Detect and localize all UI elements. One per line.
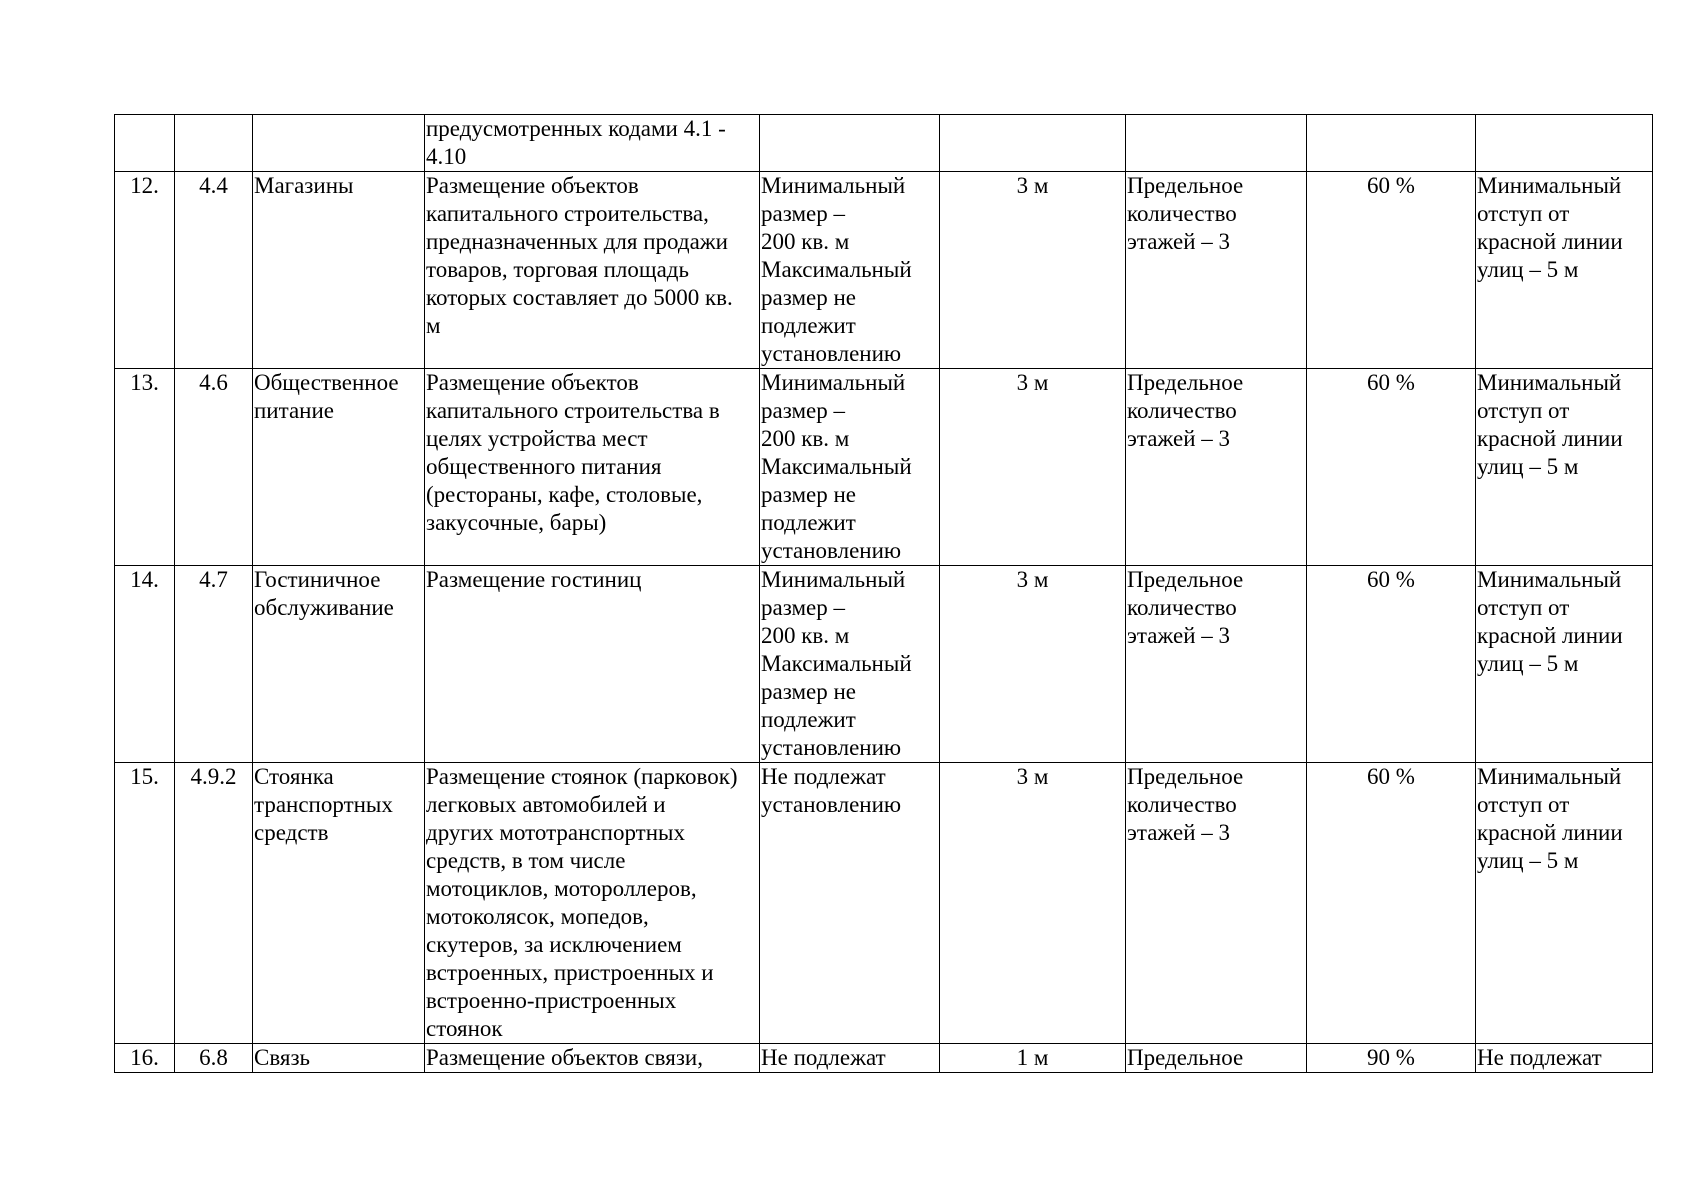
floors-limit-cell: Предельное <box>1126 1044 1307 1073</box>
use-name-cell: Гостиничное обслуживание <box>253 566 425 763</box>
use-code-cell: 6.8 <box>175 1044 253 1073</box>
table-row <box>115 763 1653 1044</box>
table-row <box>115 566 1653 763</box>
setback-cell: Минимальный отступ от красной линии улиц – 5 м <box>1476 566 1653 763</box>
row-number-cell: 12. <box>115 172 175 369</box>
use-name-cell: Общественное питание <box>253 369 425 566</box>
floors-limit-cell <box>1126 115 1307 172</box>
use-code-cell: 4.4 <box>175 172 253 369</box>
min-indent-cell: 3 м <box>940 369 1126 566</box>
building-density-cell: 60 % <box>1307 566 1476 763</box>
floors-limit-cell: Предельное количество этажей – 3 <box>1126 566 1307 763</box>
min-indent-cell: 3 м <box>940 566 1126 763</box>
use-code-cell: 4.9.2 <box>175 763 253 1044</box>
building-density-cell: 90 % <box>1307 1044 1476 1073</box>
use-name-cell: Стоянка транспортных средств <box>253 763 425 1044</box>
use-name-cell <box>253 115 425 172</box>
min-indent-cell: 1 м <box>940 1044 1126 1073</box>
building-density-cell: 60 % <box>1307 369 1476 566</box>
floors-limit-cell: Предельное количество этажей – 3 <box>1126 172 1307 369</box>
plot-size-cell: Минимальный размер – 200 кв. м Максимальный размер не подлежит установлению <box>760 172 940 369</box>
building-density-cell: 60 % <box>1307 172 1476 369</box>
setback-cell: Минимальный отступ от красной линии улиц – 5 м <box>1476 172 1653 369</box>
table-row <box>115 115 1653 172</box>
plot-size-cell <box>760 115 940 172</box>
floors-limit-cell: Предельное количество этажей – 3 <box>1126 763 1307 1044</box>
setback-cell <box>1476 115 1653 172</box>
row-number-cell: 14. <box>115 566 175 763</box>
use-description-cell: Размещение объектов капитального строительства, предназначенных для продажи товаров, торговая площадь которых составляет до 5000 кв. м <box>425 172 760 369</box>
row-number-cell <box>115 115 175 172</box>
plot-size-cell: Не подлежат установлению <box>760 763 940 1044</box>
table-row <box>115 172 1653 369</box>
use-description-cell: Размещение объектов капитального строительства в целях устройства мест общественного питания (рестораны, кафе, столовые, закусочные, бары) <box>425 369 760 566</box>
building-density-cell: 60 % <box>1307 763 1476 1044</box>
use-description-cell: Размещение гостиниц <box>425 566 760 763</box>
min-indent-cell: 3 м <box>940 172 1126 369</box>
building-density-cell <box>1307 115 1476 172</box>
min-indent-cell: 3 м <box>940 763 1126 1044</box>
use-name-cell: Связь <box>253 1044 425 1073</box>
row-number-cell: 13. <box>115 369 175 566</box>
table-row <box>115 369 1653 566</box>
use-description-cell: Размещение стоянок (парковок) легковых автомобилей и других мототранспортных средств, в том числе мотоциклов, мотороллеров, мотоколясок, мопедов, скутеров, за исключением встроенных, пристроенных и встроенно-пристроенных стоянок <box>425 763 760 1044</box>
setback-cell: Не подлежат <box>1476 1044 1653 1073</box>
plot-size-cell: Минимальный размер – 200 кв. м Максимальный размер не подлежит установлению <box>760 566 940 763</box>
use-code-cell <box>175 115 253 172</box>
plot-size-cell: Минимальный размер – 200 кв. м Максимальный размер не подлежит установлению <box>760 369 940 566</box>
row-number-cell: 15. <box>115 763 175 1044</box>
use-code-cell: 4.7 <box>175 566 253 763</box>
floors-limit-cell: Предельное количество этажей – 3 <box>1126 369 1307 566</box>
use-code-cell: 4.6 <box>175 369 253 566</box>
setback-cell: Минимальный отступ от красной линии улиц – 5 м <box>1476 763 1653 1044</box>
min-indent-cell <box>940 115 1126 172</box>
setback-cell: Минимальный отступ от красной линии улиц – 5 м <box>1476 369 1653 566</box>
use-description-cell: предусмотренных кодами 4.1 - 4.10 <box>425 115 760 172</box>
table-row <box>115 1044 1653 1073</box>
zoning-regulations-table <box>114 114 1653 1073</box>
use-name-cell: Магазины <box>253 172 425 369</box>
plot-size-cell: Не подлежат <box>760 1044 940 1073</box>
row-number-cell: 16. <box>115 1044 175 1073</box>
use-description-cell: Размещение объектов связи, <box>425 1044 760 1073</box>
